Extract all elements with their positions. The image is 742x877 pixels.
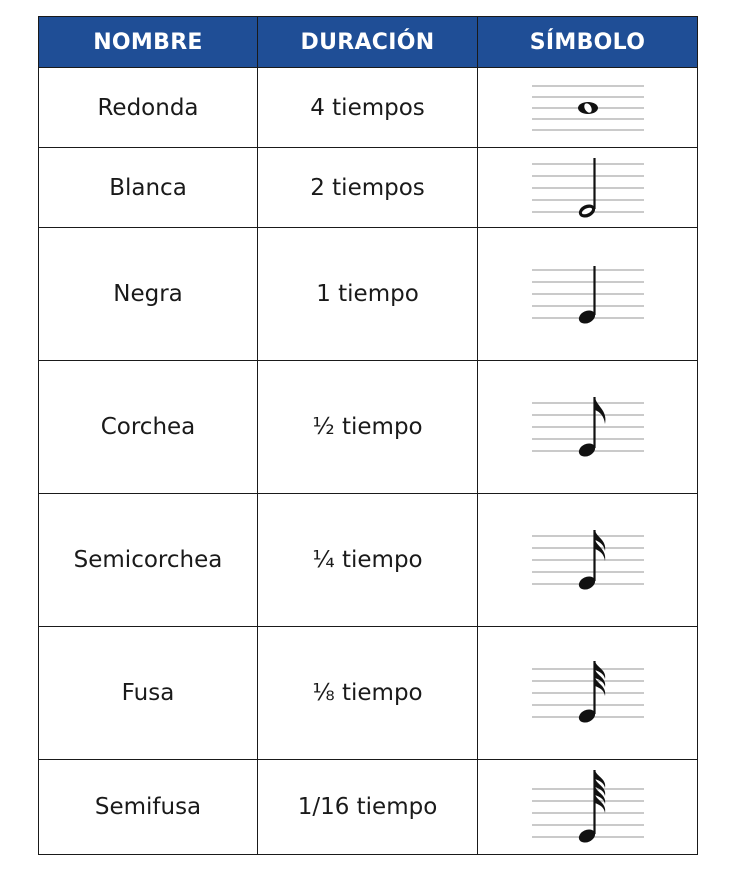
table-row: [39, 361, 698, 494]
note-duration: 4 tiempos: [258, 68, 478, 148]
note-name: Fusa: [39, 627, 258, 760]
note-name: Corchea: [39, 361, 258, 494]
note-duration: ⅛ tiempo: [258, 627, 478, 760]
table-row: [39, 148, 698, 228]
table-row: [39, 760, 698, 855]
table-row: [39, 68, 698, 148]
sixty-fourth-note-icon: [532, 768, 644, 846]
note-duration: 2 tiempos: [258, 148, 478, 228]
note-symbol-cell: [478, 361, 698, 494]
thirty-second-note-icon: [532, 660, 644, 726]
note-duration: 1/16 tiempo: [258, 760, 478, 855]
sixteenth-note-icon: [532, 527, 644, 593]
note-values-table: [38, 16, 698, 855]
note-duration: 1 tiempo: [258, 228, 478, 361]
note-name: Semicorchea: [39, 494, 258, 627]
header-row: [39, 17, 698, 68]
note-duration: ¼ tiempo: [258, 494, 478, 627]
note-name: Semifusa: [39, 760, 258, 855]
table-row: [39, 494, 698, 627]
header-duration: DURACIÓN: [258, 17, 478, 68]
note-name: Redonda: [39, 68, 258, 148]
header-name: NOMBRE: [39, 17, 258, 68]
note-symbol-cell: [478, 228, 698, 361]
eighth-note-icon: [532, 394, 644, 460]
note-symbol-cell: [478, 148, 698, 228]
header-symbol: SÍMBOLO: [478, 17, 698, 68]
note-name: Blanca: [39, 148, 258, 228]
note-symbol-cell: [478, 627, 698, 760]
note-name: Negra: [39, 228, 258, 361]
quarter-note-icon: [532, 261, 644, 327]
note-symbol-cell: [478, 494, 698, 627]
half-note-icon: [532, 155, 644, 221]
table-row: [39, 627, 698, 760]
table-row: [39, 228, 698, 361]
note-duration: ½ tiempo: [258, 361, 478, 494]
note-symbol-cell: [478, 68, 698, 148]
note-symbol-cell: [478, 760, 698, 855]
whole-note-icon: [532, 78, 644, 138]
